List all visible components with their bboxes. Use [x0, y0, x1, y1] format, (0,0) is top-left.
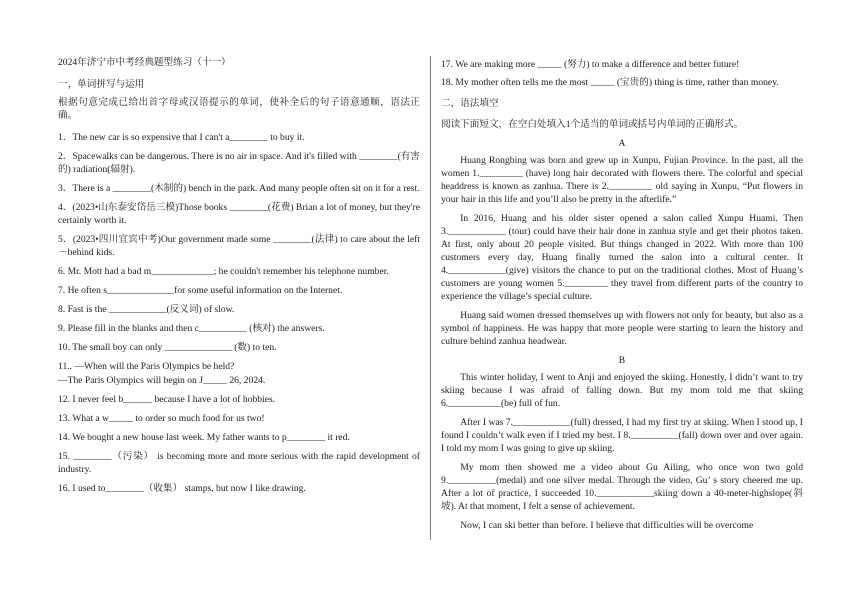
section-1-heading: 一，单词拼写与运用	[58, 79, 145, 90]
section-2-heading: 二，语法填空	[441, 98, 499, 109]
question-1: 1．The new car is so expensive that I can't a________ to buy it.	[58, 132, 305, 143]
passage-b-paragraph: After I was 7.____________(full) dressed, I had my first try at skiing. When I stood up, I found I couldn’t walk even if I tried my best. I 8.__________(fall) down over and over again. I told my mom I was going to give up skiing.	[441, 417, 803, 454]
worksheet-title: 2024年济宁市中考经典题型练习（十一）	[58, 57, 231, 68]
question-9: 9. Please fill in the blanks and then c__________ (核对) the answers.	[58, 323, 325, 334]
question-15: 15. ________（污染） is becoming more and more serious with the rapid development of industry.	[58, 451, 420, 475]
question-7: 7. He often s______________for some useful information on the Internet.	[58, 285, 343, 296]
passage-b-paragraph: My mom then showed me a video about Gu Ailing, who once won two gold 9.__________(medal) and one silver medal. Through the video, Gu’ s story cheered me up. After a lot of practice, I succeeded 10.____________skiing down a 40-meter-highslope(斜坡). At that moment, I felt a sense of achievement.	[441, 462, 803, 512]
question-2: 2．Spacewalks can be dangerous. There is no air in space. And it's filled with ________(有害的) radiation(辐射).	[58, 151, 420, 175]
passage-b-paragraph: This winter holiday, I went to Anji and enjoyed the skiing. Honestly, I didn’t want to try skiing because I was afraid of falling down. But my mom told me that skiing 6.___________(be) full of fun.	[441, 372, 803, 409]
question-11-answer: —The Paris Olympics will begin on J_____ 26, 2024.	[58, 375, 266, 386]
question-16: 16. I used to________（收集） stamps, but now I like drawing.	[58, 483, 306, 494]
question-13: 13. What a w_____ to order so much food for us two!	[58, 413, 265, 424]
section-2-instructions: 阅读下面短文，在空白处填入1个适当的单词或括号内单词的正确形式。	[441, 119, 744, 130]
right-column	[441, 58, 803, 538]
passage-b-label: B	[618, 355, 626, 366]
question-12: 12. I never feel b______ because I have a lot of hobbies.	[58, 394, 276, 405]
question-3: 3．There is a ________(木制的) bench in the park. And many people often sit on it for a rest.	[58, 183, 420, 194]
question-18: 18. My mother often tells me the most _____ (宝贵的) thing is time, rather than money.	[441, 77, 779, 88]
question-5: 5．(2023•四川宜宾中考)Our government made some ________(法律) to care about the left－behind kids.	[58, 234, 420, 258]
passage-a-label: A	[618, 138, 626, 149]
section-1-instructions: 根据句意完成已给出首字母或汉语提示的单词，使补全后的句子语意通顺，语法正确。	[58, 97, 420, 121]
question-11: 11.. —When will the Paris Olympics be held?	[58, 361, 235, 372]
question-17: 17. We are making more _____ (努力) to make a difference and better future!	[441, 59, 740, 70]
question-10: 10. The small boy can only ______________ (数) to ten.	[58, 342, 277, 353]
question-14: 14. We bought a new house last week. My father wants to p________ it red.	[58, 432, 350, 443]
question-4: 4．(2023•山东泰安岱岳三模)Those books ________(花费) Brian a lot of money, but they're certainly worth it.	[58, 202, 420, 226]
passage-a-paragraph: In 2016, Huang and his older sister opened a salon called Xunpu Huami. Then 3.____________ (tour) could have their hair done in zanhua style and get their photos taken. At first, only about 20 people visited. But things changed in 2022. With more than 100 customers every day, Huang finally turned the salon into a cultural center. It 4.____________(give) visitors the chance to put on the traditional clothes. Most of Huang’s customers are young women 5._________ they travel from different parts of the country to experience the village’s special culture.	[441, 213, 803, 302]
passage-a-paragraph: Huang said women dressed themselves up with flowers not only for beauty, but also as a symbol of happiness. He was happy that more people were starting to learn the history and culture behind zanhua headwear.	[441, 310, 803, 347]
column-divider	[430, 56, 431, 540]
passage-a-paragraph: Huang Rongbing was born and grew up in Xunpu, Fujian Province. In the past, all the women 1._________ (have) long hair decorated with flowers there. The colorful and special headdress is known as zanhua. There is 2._________ old saying in Xunpu, “Put flowers in your hair in this life and you’ll also be pretty in the afterlife.”	[441, 155, 803, 205]
question-6: 6. Mr. Mott had a bad m_____________; he couldn't remember his telephone number.	[58, 266, 389, 277]
left-column	[58, 56, 420, 501]
question-8: 8. Fast is the ____________(反义词) of slow.	[58, 304, 235, 315]
passage-b-paragraph: Now, I can ski better than before. I believe that difficulties will be overcome	[460, 520, 754, 531]
